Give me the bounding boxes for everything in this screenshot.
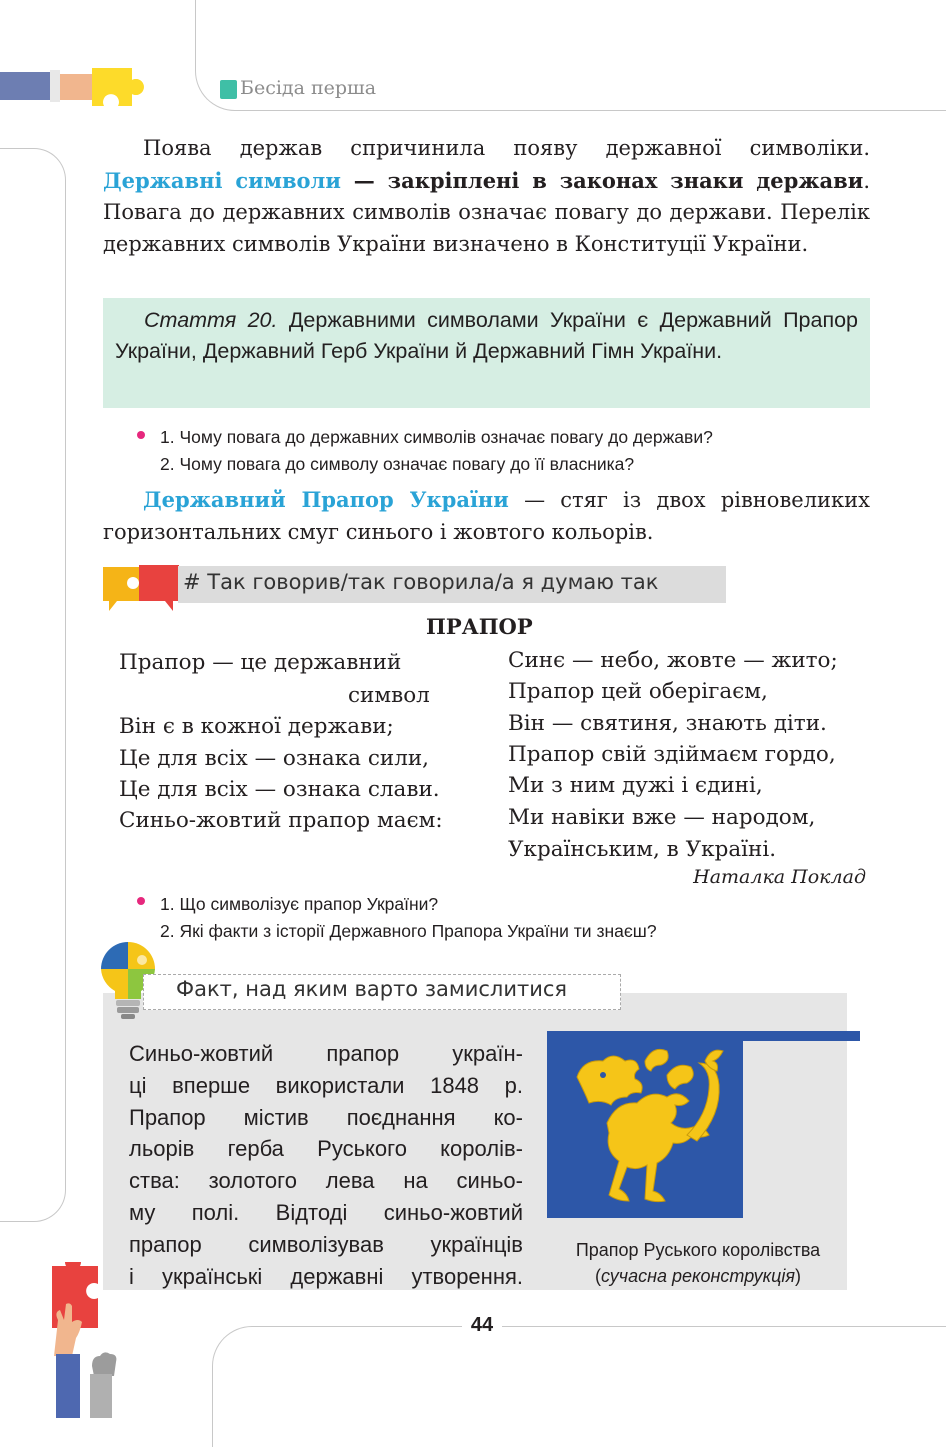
page-number: 44	[462, 1314, 502, 1337]
caption-note	[530, 1263, 866, 1289]
fact-line: і українські державні утворення.	[129, 1263, 523, 1289]
poem-line: символ	[348, 683, 430, 708]
question-item: 1. Чому повага до державних символів означає повагу до держави?	[160, 427, 713, 447]
fact-line: ці вперше використали 1848 р.	[129, 1072, 523, 1098]
page-frame-bottom	[212, 1326, 946, 1447]
fact-line: му полі. Відтоді синьо-жовтий	[129, 1199, 523, 1225]
fact-line: Прапор містив поєднання ко-	[129, 1104, 523, 1130]
caption-paren: (	[594, 1266, 601, 1286]
constitution-article-box	[103, 298, 870, 408]
fact-line: льорів герба Руського королів-	[129, 1136, 523, 1162]
term-state-flag: Державний Прапор України	[143, 487, 509, 512]
speech-bubbles-icon	[103, 563, 183, 615]
poem-line: Прапор — це державний	[119, 650, 402, 675]
hand-puzzle-icon	[0, 60, 160, 120]
questions-bullet	[137, 431, 145, 439]
article-label: Стаття 20.	[144, 308, 278, 332]
poem-line: Українським, в Україні.	[508, 837, 777, 862]
question-item: 1. Що символізує прапор України?	[160, 894, 439, 914]
hands-puzzle-icon	[40, 1262, 130, 1418]
intro-rest: . Повага до державних символів означає повагу до держави. Перелік державних символів України визначено в Конституції України.	[103, 168, 870, 256]
ruthenian-flag-image	[547, 1031, 860, 1218]
poem-line: Це для всіх — ознака слави.	[119, 777, 440, 802]
fact-line: прапор символізував українців	[129, 1231, 523, 1257]
poem-line: Синє — небо, жовте — жито;	[508, 648, 838, 673]
intro-paragraph	[103, 133, 870, 260]
poem-line: Прапор свій здіймаєм гордо,	[508, 742, 836, 767]
questions-bullet	[137, 897, 145, 905]
poem-title: ПРАПОР	[426, 614, 533, 639]
flag-definition-paragraph	[103, 484, 870, 548]
question-item: 2. Які факти з історії Державного Прапора України ти знаєш?	[160, 921, 657, 941]
flag-caption	[530, 1237, 866, 1289]
intro-lead: Поява держав спричинила появу державної символіки.	[143, 136, 870, 160]
fact-line: ства: золотого лева на синьо-	[129, 1168, 523, 1194]
caption-title: Прапор Руського королівства	[575, 1240, 821, 1260]
poem-line: Це для всіх — ознака сили,	[119, 746, 430, 771]
poem-line: Ми навіки вже — народом,	[508, 805, 816, 830]
article-text: Державними символами України є Державний Прапор України, Державний Герб України й Державний Гімн України.	[115, 308, 858, 363]
term-state-symbols: Державні символи	[103, 167, 341, 193]
fact-label: Факт, над яким варто замислитися	[176, 977, 568, 1001]
section-title: Бесіда перша	[240, 77, 377, 99]
question-item: 2. Чому повага до символу означає повагу до її власника?	[160, 454, 635, 474]
section-marker	[220, 80, 237, 99]
caption-paren: )	[795, 1266, 802, 1286]
poem-author: Наталка Поклад	[693, 866, 866, 888]
poem-line: Ми з ним дужі і єдині,	[508, 773, 763, 798]
hashtag-text: # Так говорив/так говорила/а я думаю так	[183, 570, 659, 594]
caption-italic: сучасна реконструкція	[600, 1266, 796, 1286]
fact-text	[129, 1038, 523, 1292]
poem-line: Прапор цей оберігаєм,	[508, 679, 768, 704]
term-definition: — закріплені в законах знаки держави	[340, 167, 864, 193]
flag-definition-text: — стяг із двох рівновеликих горизонтальних смуг синього і жовтого кольорів.	[103, 488, 871, 544]
page-frame-left	[0, 148, 66, 1222]
poem-line: Він — святиня, знають діти.	[508, 711, 827, 736]
poem-line: Синьо-жовтий прапор маєм:	[119, 808, 443, 833]
poem-line: Він є в кожної держави;	[119, 714, 394, 739]
fact-line: Синьо-жовтий прапор україн-	[129, 1041, 523, 1066]
